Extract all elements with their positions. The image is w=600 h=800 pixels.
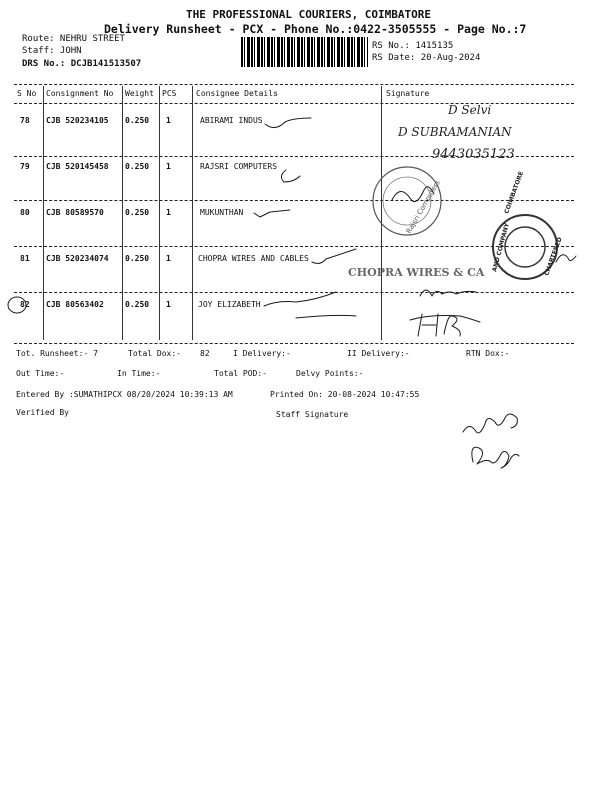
col-pcs: PCS bbox=[162, 89, 177, 98]
entered-by: Entered By :SUMATHIPCX 08/20/2024 10:39:13 AM bbox=[16, 390, 233, 399]
underline-mark bbox=[296, 315, 356, 318]
tick-mark-icon bbox=[265, 118, 311, 128]
tick-mark-icon bbox=[264, 292, 336, 306]
margin-signature bbox=[463, 414, 517, 433]
route-label: Route: NEHRU STREET bbox=[22, 34, 125, 44]
row-sno: 78 bbox=[20, 116, 30, 125]
row-pcs: 1 bbox=[166, 254, 171, 263]
stamp-signature bbox=[556, 255, 576, 262]
col-sno: S No bbox=[17, 89, 37, 98]
row-consignment: CJB 520234074 bbox=[46, 254, 109, 263]
ii-delivery: II Delivery:- bbox=[347, 349, 410, 358]
row-sno: 80 bbox=[20, 208, 30, 217]
row-sno: 79 bbox=[20, 162, 30, 171]
signature-text: D Selvi bbox=[448, 103, 492, 117]
company-title: THE PROFESSIONAL COURIERS, COIMBATORE bbox=[186, 8, 432, 21]
row-weight: 0.250 bbox=[125, 254, 150, 263]
stamp-text: Rajsri Computers bbox=[404, 178, 442, 235]
out-time: Out Time:- bbox=[16, 369, 65, 378]
row-consignment: CJB 80589570 bbox=[46, 208, 104, 217]
row-consignment: CJB 80563402 bbox=[46, 300, 104, 309]
row-pcs: 1 bbox=[166, 116, 171, 125]
staff-label: Staff: JOHN bbox=[22, 46, 82, 56]
row-consignment: CJB 520234105 bbox=[46, 116, 109, 125]
row-pcs: 1 bbox=[166, 300, 171, 309]
row-consignee: JOY ELIZABETH bbox=[198, 300, 261, 309]
signature-phone: 9443035123 bbox=[432, 147, 515, 162]
total-dox-label: Total Dox:- bbox=[128, 349, 181, 358]
row-consignment: CJB 520145458 bbox=[46, 162, 109, 171]
margin-signature bbox=[472, 447, 519, 468]
circle-mark bbox=[8, 297, 26, 313]
rtn-dox: RTN Dox:- bbox=[466, 349, 510, 358]
row-pcs: 1 bbox=[166, 162, 171, 171]
stamp-text: CHARTERED bbox=[543, 236, 564, 277]
stamp-text: COIMBATORE bbox=[503, 170, 526, 215]
tick-mark-icon bbox=[254, 210, 290, 217]
row-pcs: 1 bbox=[166, 208, 171, 217]
tick-mark-icon bbox=[281, 170, 300, 182]
i-delivery: I Delivery:- bbox=[233, 349, 291, 358]
total-pod: Total POD:- bbox=[214, 369, 267, 378]
signature-text: D SUBRAMANIAN bbox=[398, 125, 512, 139]
total-dox-value: 82 bbox=[200, 349, 210, 358]
drs-number: DRS No.: DCJB141513507 bbox=[22, 59, 142, 69]
in-time: In Time:- bbox=[117, 369, 161, 378]
printed-on: Printed On: 20-08-2024 10:47:55 bbox=[270, 390, 420, 399]
row-sno: 82 bbox=[20, 300, 30, 309]
col-signature: Signature bbox=[386, 89, 430, 98]
tick-mark-icon bbox=[312, 249, 356, 263]
chopra-signature bbox=[420, 290, 476, 296]
chopra-stamp: CHOPRA WIRES & CA bbox=[348, 266, 485, 279]
row-consignee: RAJSRI COMPUTERS bbox=[200, 162, 278, 171]
row-weight: 0.250 bbox=[125, 116, 150, 125]
row-weight: 0.250 bbox=[125, 300, 150, 309]
verified-by: Verified By bbox=[16, 408, 69, 417]
rs-date: RS Date: 20-Aug-2024 bbox=[372, 53, 481, 63]
col-weight: Weight bbox=[125, 89, 154, 98]
row-weight: 0.250 bbox=[125, 162, 150, 171]
row-consignee: ABIRAMI INDUS bbox=[200, 116, 263, 125]
row-consignee: MUKUNTHAN bbox=[200, 208, 244, 217]
row-consignee: CHOPRA WIRES AND CABLES bbox=[198, 254, 309, 263]
delvy-points: Delvy Points:- bbox=[296, 369, 364, 378]
stamp-text: AND COMPANY bbox=[491, 222, 511, 273]
col-consignee: Consignee Details bbox=[196, 89, 278, 98]
row-weight: 0.250 bbox=[125, 208, 150, 217]
runsheet-title: Delivery Runsheet - PCX - Phone No.:0422-3505555 - Page No.:7 bbox=[104, 22, 527, 36]
staff-signature: Staff Signature bbox=[276, 410, 349, 419]
rs-number: RS No.: 1415135 bbox=[372, 41, 454, 51]
row-sno: 81 bbox=[20, 254, 30, 263]
col-consignment: Consignment No bbox=[46, 89, 114, 98]
tot-runsheet: Tot. Runsheet:- 7 bbox=[16, 349, 98, 358]
